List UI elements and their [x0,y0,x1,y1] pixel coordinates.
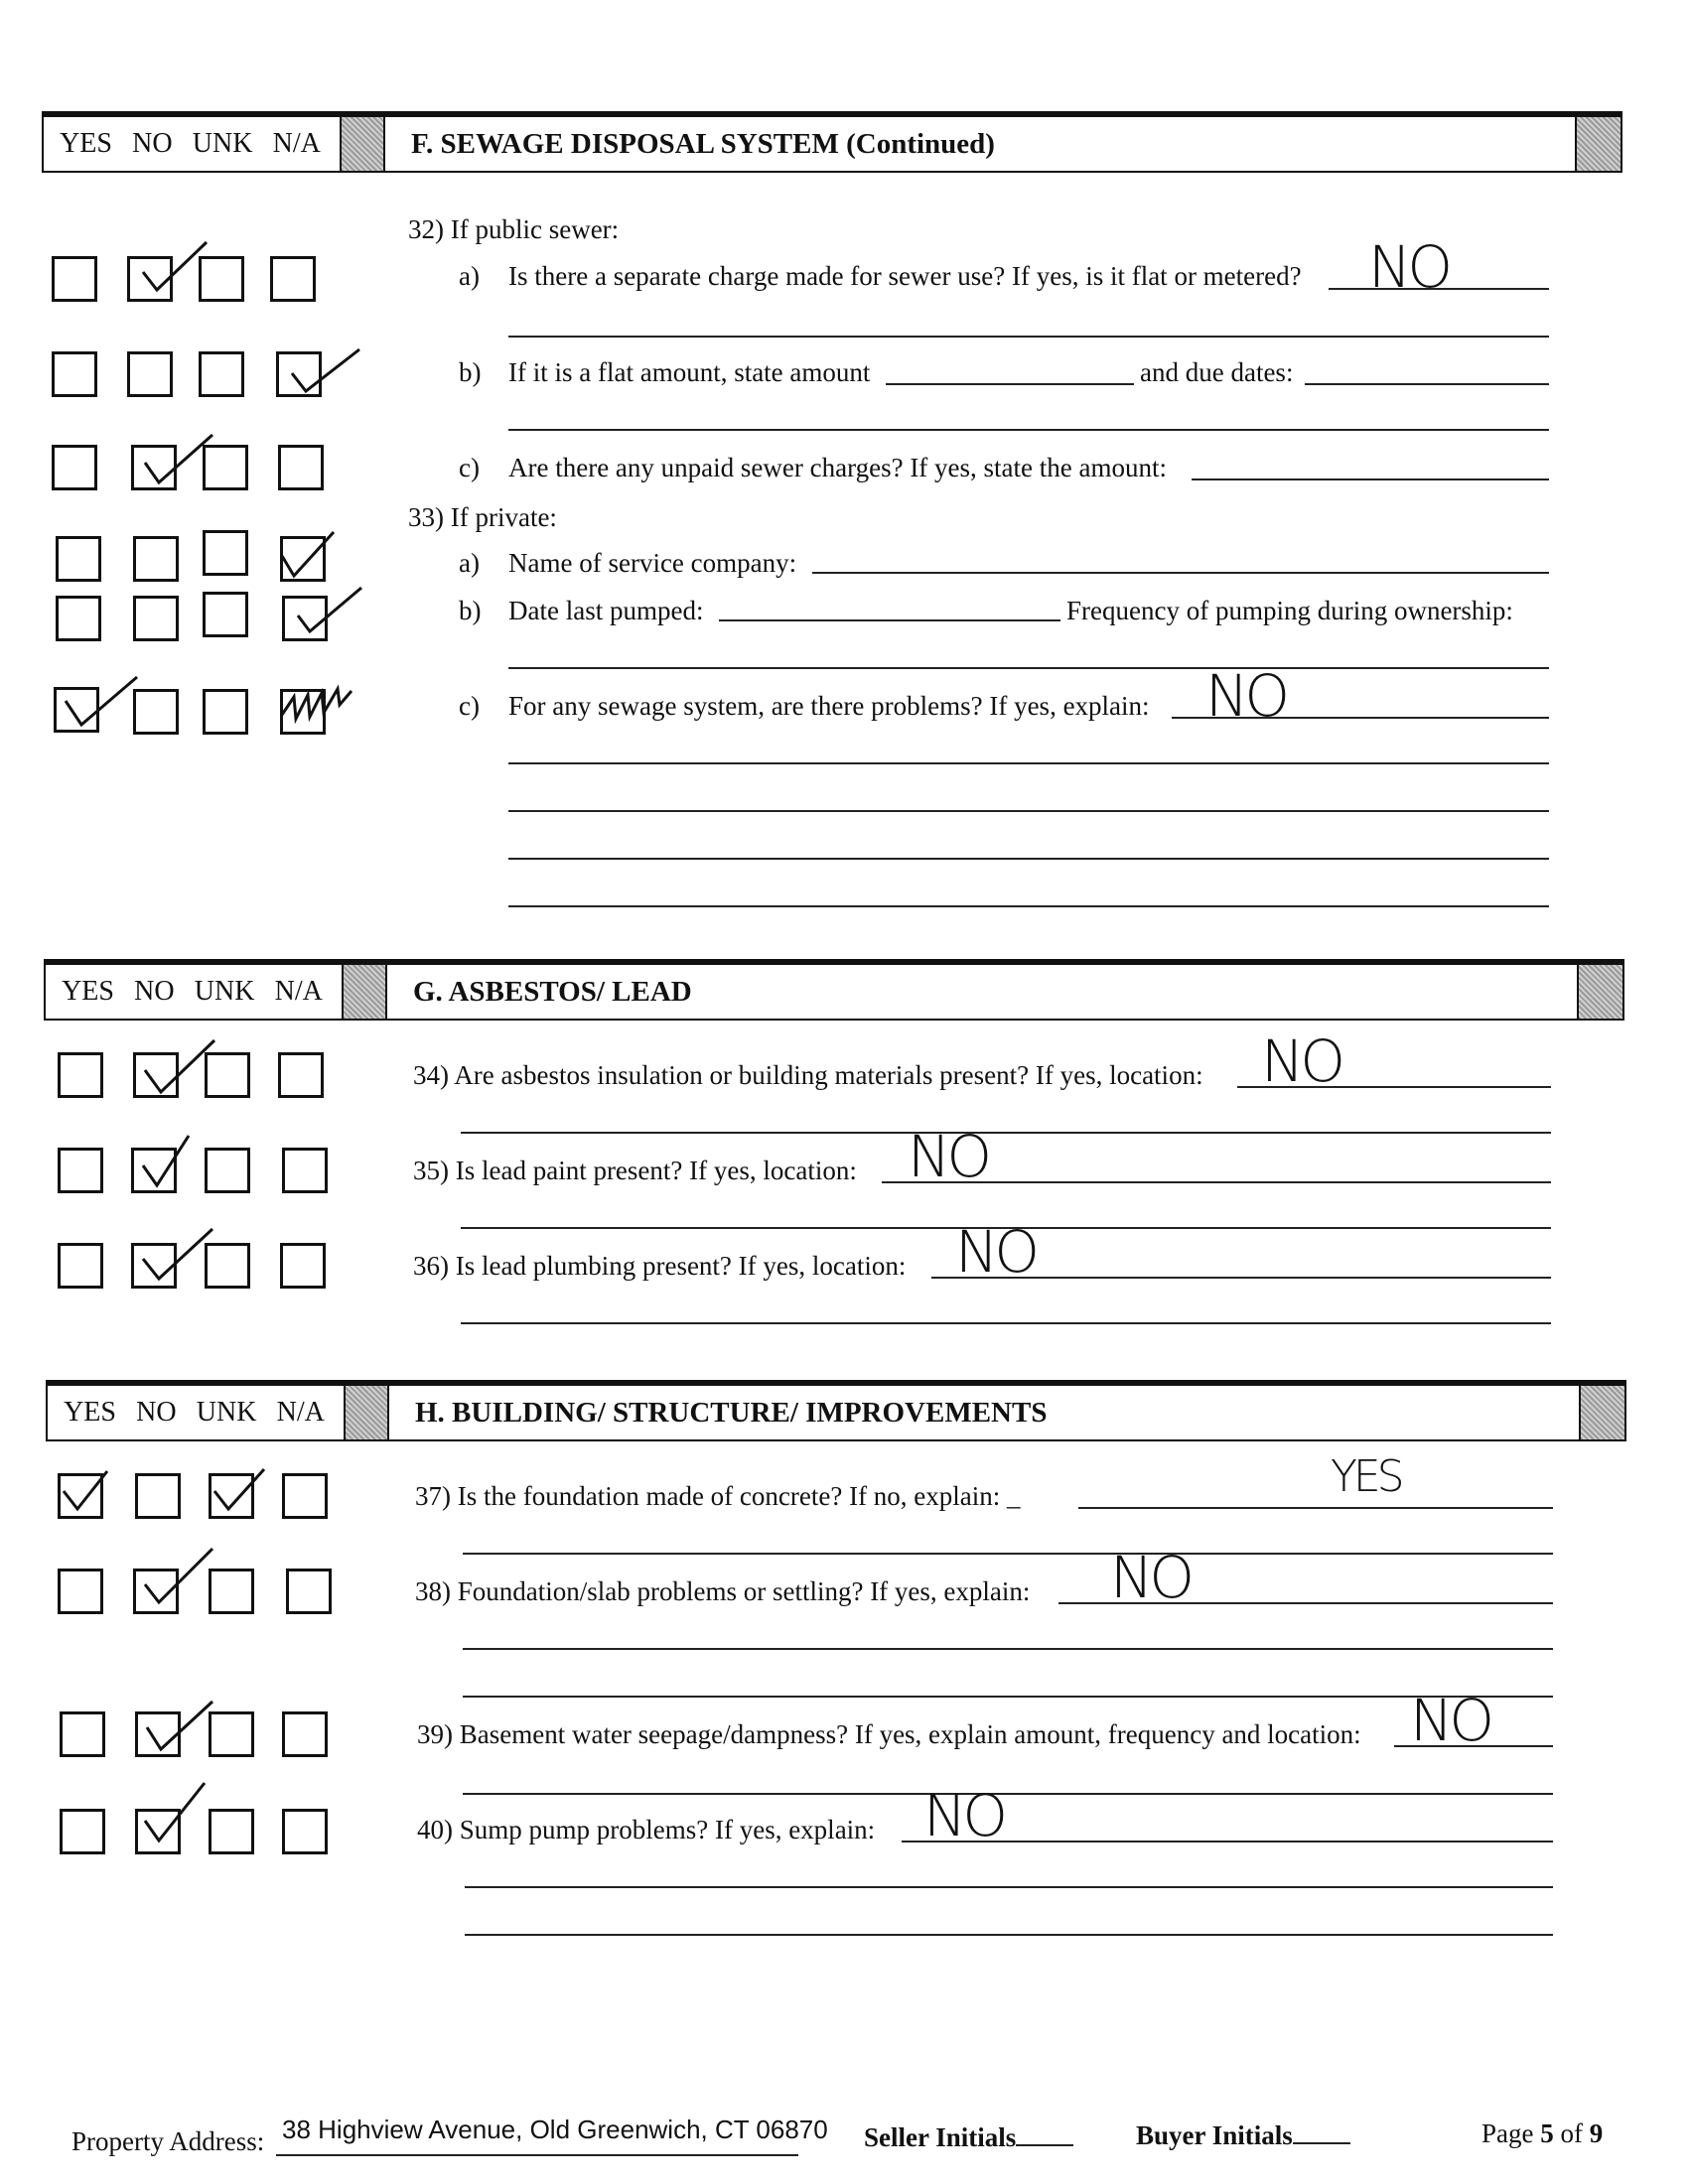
question-34: 34) Are asbestos insulation or building materials present? If yes, location: [413,1060,1203,1090]
checkbox-no[interactable] [135,1473,181,1519]
page-label: Page [1481,2118,1541,2148]
page-number [1481,2118,1603,2149]
checkmark-icon [139,1036,214,1096]
section-title: H. BUILDING/ STRUCTURE/ IMPROVEMENTS [415,1396,1048,1429]
checkmark-icon [278,526,353,586]
question-33a: Name of service company: [508,548,797,578]
answer-line [463,1553,1553,1555]
section-g-header [44,959,1624,1021]
answer-line [461,1322,1551,1324]
answer-line [508,762,1549,764]
question-37: 37) Is the foundation made of concrete? If no, explain: _ [415,1481,1021,1511]
answer-line [719,619,1060,621]
col-no-label: NO [132,128,173,159]
question-32a: Is there a separate charge made for sewer use? If yes, is it flat or metered? [508,261,1302,291]
handwritten-answer: NO [1410,1687,1491,1754]
answer-line [1192,478,1549,480]
col-unk-label: UNK [196,1397,257,1428]
handwritten-answer: NO [923,1782,1005,1849]
page-total: 9 [1589,2118,1604,2148]
question-letter: a) [459,261,480,291]
checkbox-no[interactable] [127,351,173,397]
property-address-value: 38 Highview Avenue, Old Greenwich, CT 06870 [282,2115,828,2144]
checkbox-yes[interactable] [58,1243,103,1289]
checkmark-icon [292,580,367,639]
col-unk-label: UNK [194,976,255,1007]
col-no-label: NO [134,976,175,1007]
checkbox-unk[interactable] [203,530,248,576]
header-shade [1577,965,1622,1019]
buyer-initials-label [1136,2120,1350,2151]
handwritten-answer: NO [1205,662,1287,730]
answer-line [463,1793,1553,1795]
checkbox-na[interactable] [282,1148,328,1193]
answer-line [812,572,1549,574]
question-33: 33) If private: [408,502,557,532]
checkbox-yes[interactable] [52,445,97,490]
answer-line [508,858,1549,860]
checkmark-icon [211,1465,286,1525]
checkbox-yes[interactable] [60,1711,105,1757]
col-unk-label: UNK [192,128,253,159]
question-33c: For any sewage system, are there problems? If yes, explain: [508,691,1150,721]
col-yes-label: YES [60,128,112,159]
answer-line [508,905,1549,907]
checkbox-yes[interactable] [56,596,101,641]
header-shade [344,1386,389,1439]
checkmark-icon [60,1465,135,1525]
question-40: 40) Sump pump problems? If yes, explain: [417,1815,876,1844]
answer-line [465,1934,1553,1936]
column-labels [46,965,339,1019]
question-letter: b) [459,357,482,387]
answer-line [1078,1507,1553,1509]
handwritten-answer: NO [908,1123,989,1190]
col-na-label: N/A [272,128,321,159]
header-shade [1579,1386,1624,1439]
col-no-label: NO [136,1397,177,1428]
checkbox-unk[interactable] [209,1809,254,1854]
column-labels [44,117,337,171]
answer-line [508,667,1549,669]
question-35: 35) Is lead paint present? If yes, location: [413,1156,857,1185]
question-32b: If it is a flat amount, state amount [508,357,871,387]
checkbox-yes[interactable] [56,536,101,582]
checkbox-na[interactable] [282,1473,328,1519]
seller-initials-label [864,2122,1073,2153]
seller-initials-text: Seller Initials [864,2122,1017,2152]
checkbox-na[interactable] [286,1569,332,1614]
checkmark-icon [139,1779,214,1839]
property-address-label: Property Address: [71,2126,265,2156]
col-na-label: N/A [274,976,323,1007]
checkbox-unk[interactable] [203,689,248,735]
checkmark-icon [137,1221,212,1281]
answer-line [508,336,1549,338]
checkbox-unk[interactable] [199,351,244,397]
seller-initials-blank[interactable] [1016,2144,1073,2146]
question-letter: a) [459,548,480,578]
checkmark-icon [137,238,212,298]
col-na-label: N/A [276,1397,325,1428]
answer-line [886,383,1134,385]
checkmark-icon [139,429,214,488]
answer-line [508,810,1549,812]
checkbox-yes[interactable] [60,1809,105,1854]
question-letter: b) [459,596,482,625]
handwritten-answer: YES [1331,1451,1401,1502]
checkbox-na[interactable] [280,1243,326,1289]
checkmark-icon [141,1549,216,1608]
checkbox-no[interactable] [133,596,179,641]
section-f-header [42,111,1622,173]
answer-line [463,1696,1553,1698]
scribble-icon [278,675,353,735]
section-title: F. SEWAGE DISPOSAL SYSTEM (Continued) [411,127,995,160]
handwritten-answer: NO [1368,233,1450,301]
checkbox-no[interactable] [133,536,179,582]
checkbox-yes[interactable] [58,1569,103,1614]
section-title: G. ASBESTOS/ LEAD [413,975,692,1008]
checkbox-yes[interactable] [58,1148,103,1193]
col-yes-label: YES [62,976,114,1007]
buyer-initials-blank[interactable] [1293,2142,1350,2144]
question-36: 36) Is lead plumbing present? If yes, location: [413,1251,907,1281]
answer-line [463,1648,1553,1650]
handwritten-answer: NO [1261,1027,1342,1095]
answer-line [465,1886,1553,1888]
checkbox-yes[interactable] [52,351,97,397]
buyer-initials-text: Buyer Initials [1136,2120,1293,2150]
question-38: 38) Foundation/slab problems or settling? If yes, explain: [415,1576,1031,1606]
checkbox-na[interactable] [278,445,324,490]
answer-line [1305,383,1549,385]
checkbox-no[interactable] [133,689,179,735]
header-shade [340,117,385,171]
header-shade [342,965,387,1019]
answer-line [508,429,1549,431]
question-33b-part2: Frequency of pumping during ownership: [1066,596,1513,625]
address-line [276,2154,798,2156]
checkmark-icon [62,671,137,731]
question-32c: Are there any unpaid sewer charges? If yes, state the amount: [508,453,1167,482]
question-32: 32) If public sewer: [408,214,620,244]
handwritten-answer: NO [955,1218,1037,1286]
checkbox-na[interactable] [278,1052,324,1098]
checkmark-icon [137,1132,212,1191]
header-shade [1575,117,1621,171]
column-labels [48,1386,341,1439]
question-33b: Date last pumped: [508,596,704,625]
question-letter: c) [459,453,480,482]
checkmark-icon [141,1694,216,1753]
section-h-header [46,1380,1626,1441]
checkbox-na[interactable] [270,256,316,302]
handwritten-answer: NO [1110,1544,1192,1611]
page-current: 5 [1540,2118,1554,2148]
question-32b-part2: and due dates: [1140,357,1294,387]
page-of: of [1553,2118,1590,2148]
checkbox-unk[interactable] [203,592,248,637]
checkbox-na[interactable] [282,1711,328,1757]
checkbox-yes[interactable] [52,256,97,302]
checkmark-icon [286,340,361,399]
answer-line [461,1132,1551,1134]
question-39: 39) Basement water seepage/dampness? If yes, explain amount, frequency and location: [417,1719,1361,1749]
col-yes-label: YES [64,1397,116,1428]
checkbox-na[interactable] [282,1809,328,1854]
question-letter: c) [459,691,480,721]
checkbox-yes[interactable] [58,1052,103,1098]
